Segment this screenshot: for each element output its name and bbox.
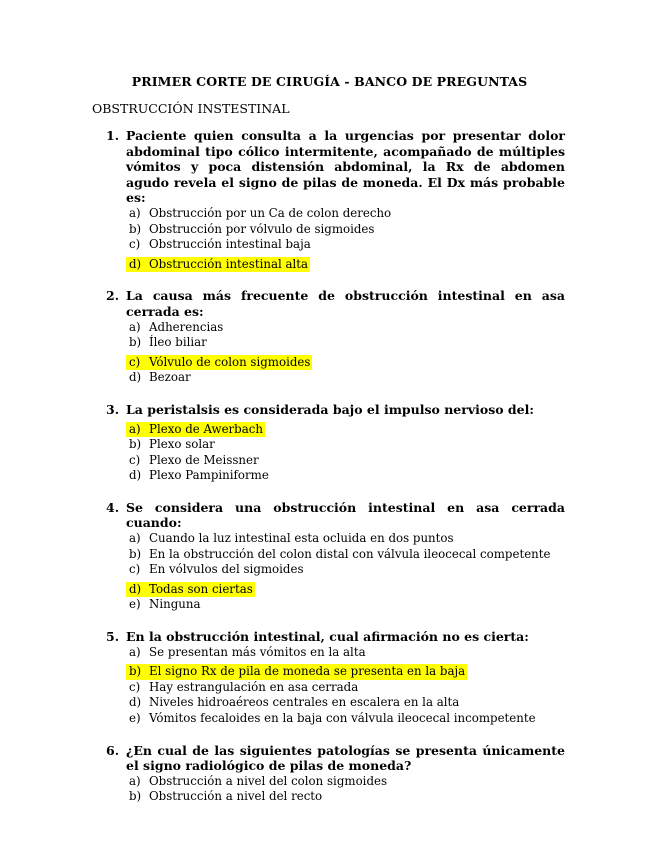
option-item-correct <box>126 578 565 598</box>
option-letter: b) <box>129 546 142 561</box>
option-text: Plexo de Awerbach <box>149 421 263 436</box>
option-letter: c) <box>129 354 141 369</box>
option-item <box>126 680 565 696</box>
question-item <box>92 128 565 272</box>
option-row <box>126 582 255 598</box>
option-item <box>126 206 565 222</box>
option-letter: e) <box>129 597 141 612</box>
option-text: El signo Rx de pila de moneda se presenta en la baja <box>149 664 466 679</box>
section-heading: OBSTRUCCIÓN INSTESTINAL <box>92 101 290 116</box>
option-row <box>126 257 310 273</box>
option-item <box>126 222 565 238</box>
option-text: Hay estrangulación en asa cerrada <box>149 679 359 694</box>
option-item <box>126 453 565 469</box>
option-row <box>126 547 565 563</box>
option-letter: b) <box>129 664 142 679</box>
option-item <box>126 695 565 711</box>
option-letter: b) <box>129 221 142 236</box>
option-row <box>126 206 565 222</box>
question-item <box>92 629 565 727</box>
option-letter: e) <box>129 711 141 725</box>
question-number: 2. <box>106 288 120 304</box>
option-text: Vómitos fecaloides en la baja con válvula ileocecal incompetente <box>149 711 536 725</box>
option-item <box>126 370 565 386</box>
option-text: Cuando la luz intestinal esta ocluida en dos puntos <box>149 531 454 546</box>
option-row <box>126 222 565 238</box>
option-row <box>126 370 565 386</box>
option-item <box>126 335 565 351</box>
option-item <box>126 562 565 578</box>
option-item-correct <box>126 351 565 371</box>
option-letter: a) <box>129 319 141 334</box>
option-row <box>126 695 565 711</box>
question-item <box>92 743 565 805</box>
option-text: Niveles hidroaéreos centrales en escalera en la alta <box>149 695 460 710</box>
option-row <box>126 468 565 484</box>
option-text: Obstrucción a nivel del colon sigmoides <box>149 773 388 788</box>
option-item-correct <box>126 660 565 680</box>
option-list <box>126 206 565 272</box>
option-text: Bezoar <box>149 370 191 385</box>
option-row <box>126 437 565 453</box>
question-text: La causa más frecuente de obstrucción intestinal en asa cerrada es: <box>126 288 565 319</box>
option-item-correct <box>126 253 565 273</box>
option-text: Vólvulo de colon sigmoides <box>149 354 311 369</box>
option-text: Íleo biliar <box>149 335 207 350</box>
option-row <box>126 711 565 727</box>
option-row <box>126 680 565 696</box>
option-letter: c) <box>129 237 141 252</box>
option-letter: a) <box>129 421 141 436</box>
option-text: Obstrucción intestinal alta <box>149 256 309 271</box>
option-row <box>126 237 565 253</box>
option-row <box>126 335 565 351</box>
question-text: Se considera una obstrucción intestinal en asa cerrada cuando: <box>126 499 565 531</box>
question-text: La peristalsis es considerada bajo el impulso nervioso del: <box>126 401 534 417</box>
question-text: En la obstrucción intestinal, cual afirmación no es cierta: <box>126 629 529 645</box>
option-list <box>126 645 565 727</box>
option-letter: d) <box>129 256 142 271</box>
option-list <box>126 774 565 805</box>
option-text: Obstrucción por un Ca de colon derecho <box>149 205 392 220</box>
question-list <box>92 128 565 805</box>
option-letter: c) <box>129 679 141 694</box>
option-row <box>126 422 265 438</box>
option-row <box>126 355 312 371</box>
option-letter: d) <box>129 370 142 385</box>
option-text: Plexo solar <box>149 437 215 452</box>
question-number: 5. <box>106 629 120 645</box>
option-letter: a) <box>129 644 141 659</box>
option-row <box>126 562 565 578</box>
option-text: Todas son ciertas <box>149 581 253 596</box>
option-text: Obstrucción a nivel del recto <box>149 789 323 804</box>
option-text: Ninguna <box>149 597 201 612</box>
option-list <box>126 418 565 484</box>
option-list <box>126 320 565 386</box>
question-number: 6. <box>106 742 120 758</box>
option-row <box>126 789 565 805</box>
option-item <box>126 237 565 253</box>
option-item <box>126 645 565 661</box>
option-row <box>126 597 565 613</box>
question-item <box>92 402 565 484</box>
option-text: Obstrucción por vólvulo de sigmoides <box>149 221 375 236</box>
option-item <box>126 437 565 453</box>
question-item <box>92 500 565 613</box>
option-item <box>126 468 565 484</box>
question-number: 3. <box>106 401 120 417</box>
option-item <box>126 320 565 336</box>
option-letter: a) <box>129 531 141 546</box>
option-item <box>126 774 565 790</box>
option-letter: a) <box>129 205 141 220</box>
option-text: Se presentan más vómitos en la alta <box>149 644 366 659</box>
question-text: Paciente quien consulta a la urgencias por presentar dolor abdominal tipo cólico intermitente, acompañado de múltiples vómitos y poca distensión abdominal, la Rx de abdomen agudo revela el signo de pilas de moneda. El Dx más probable es: <box>126 128 565 206</box>
option-text: Obstrucción intestinal baja <box>149 237 311 252</box>
question-number: 4. <box>106 499 120 515</box>
option-item <box>126 547 565 563</box>
question-item <box>92 288 565 386</box>
option-row <box>126 320 565 336</box>
option-item <box>126 597 565 613</box>
option-row <box>126 664 467 680</box>
option-row <box>126 774 565 790</box>
option-letter: d) <box>129 695 142 710</box>
option-item <box>126 531 565 547</box>
option-letter: c) <box>129 562 141 577</box>
question-text: ¿En cual de las siguientes patologías se presenta únicamente el signo radiológico de pilas de moneda? <box>126 742 565 774</box>
option-letter: d) <box>129 581 142 596</box>
question-number: 1. <box>106 128 120 143</box>
option-row <box>126 645 565 661</box>
option-text: Plexo Pampiniforme <box>149 468 269 483</box>
option-row <box>126 531 565 547</box>
option-letter: b) <box>129 437 142 452</box>
option-list <box>126 531 565 613</box>
option-letter: a) <box>129 773 141 788</box>
option-text: Adherencias <box>149 319 224 334</box>
option-letter: b) <box>129 335 142 350</box>
option-item <box>126 789 565 805</box>
option-letter: b) <box>129 789 142 804</box>
page-title: PRIMER CORTE DE CIRUGÍA - BANCO DE PREGUNTAS <box>131 74 528 89</box>
option-item <box>126 711 565 727</box>
option-letter: d) <box>129 468 142 483</box>
option-letter: c) <box>129 452 141 467</box>
option-row <box>126 453 565 469</box>
option-text: Plexo de Meissner <box>149 452 259 467</box>
option-text: En vólvulos del sigmoides <box>149 562 304 577</box>
option-item-correct <box>126 418 565 438</box>
option-text: En la obstrucción del colon distal con válvula ileocecal competente <box>149 546 551 561</box>
